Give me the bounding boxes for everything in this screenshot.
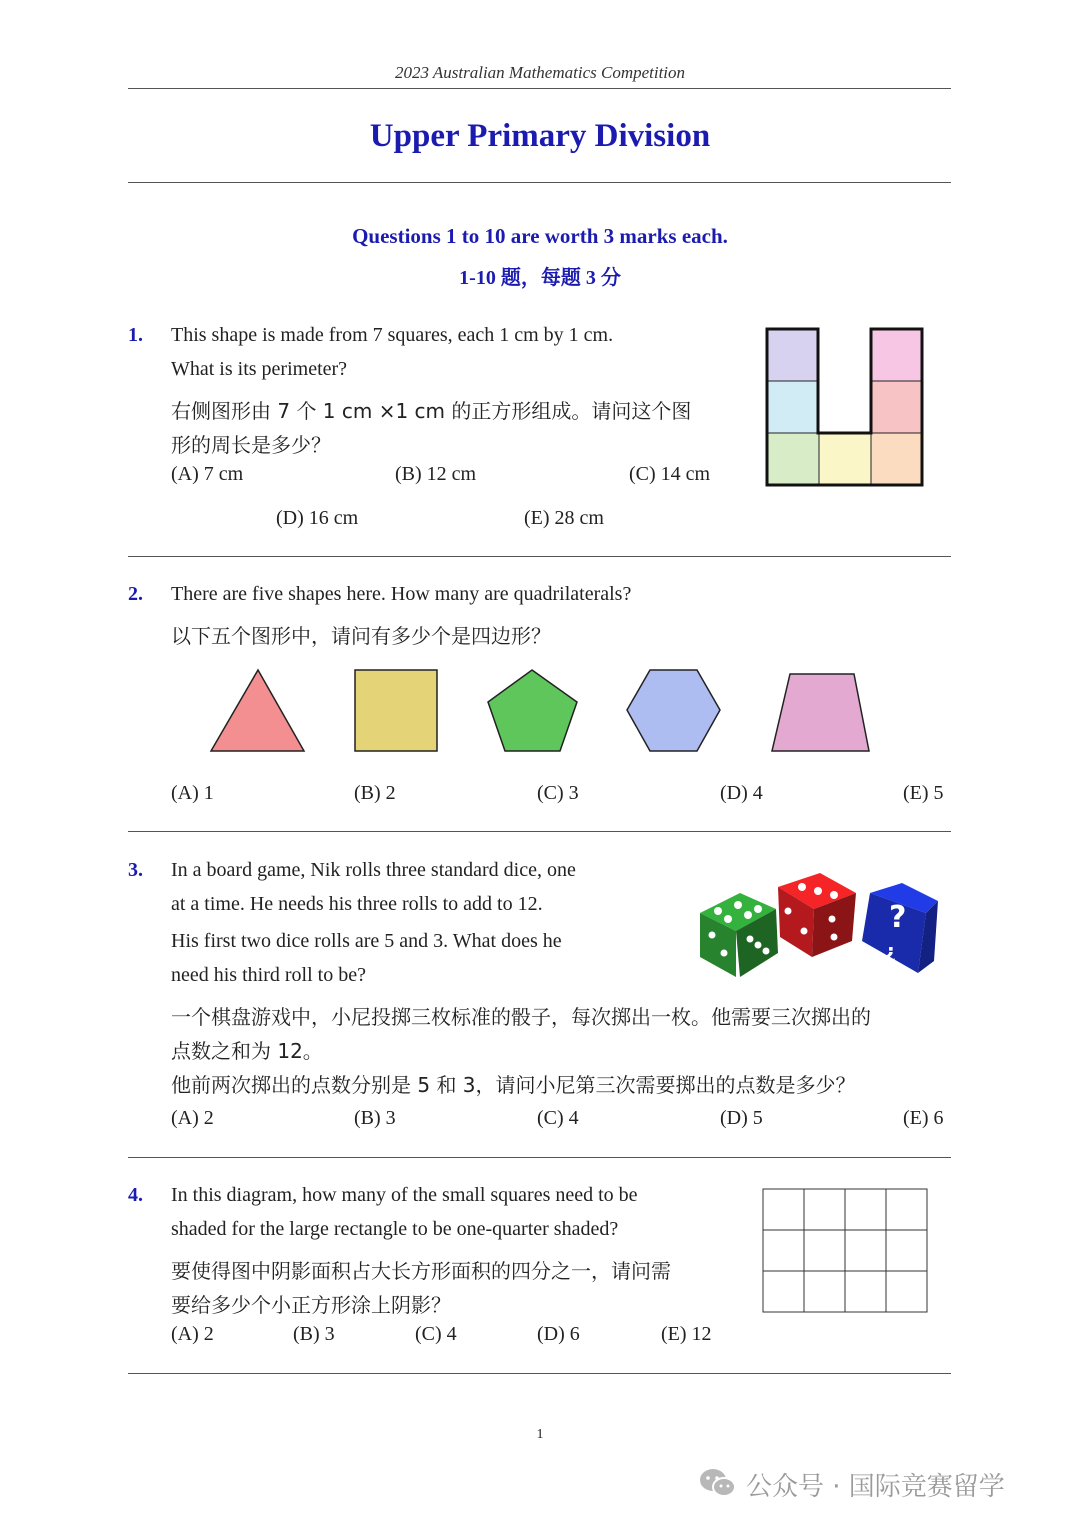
unit-square bbox=[767, 433, 819, 485]
question-text-en: His first two dice rolls are 5 and 3. What does he bbox=[171, 930, 562, 952]
trapezoid-shape bbox=[772, 674, 869, 751]
grid-cell bbox=[886, 1230, 927, 1271]
option-c: (C) 14 cm bbox=[629, 463, 711, 485]
question-text-en: What is its perimeter? bbox=[171, 358, 348, 380]
option-e: (E) 28 cm bbox=[524, 507, 604, 529]
question-number: 4. bbox=[128, 1184, 143, 1206]
question-text-zh: 形的周长是多少？ bbox=[171, 433, 331, 457]
unit-square bbox=[767, 381, 818, 433]
header-rule bbox=[128, 88, 951, 89]
question-divider bbox=[128, 1373, 951, 1374]
question-text-en: need his third roll to be? bbox=[171, 964, 366, 986]
question-text-en: shaded for the large rectangle to be one-quarter shaded? bbox=[171, 1218, 619, 1240]
question-text-zh: 他前两次掷出的点数分别是 5 和 3，请问小尼第三次需要掷出的点数是多少？ bbox=[171, 1073, 856, 1097]
red-die bbox=[778, 873, 856, 957]
question-text-en: In this diagram, how many of the small squares need to be bbox=[171, 1184, 638, 1206]
option-c: (C) 3 bbox=[537, 782, 579, 804]
question-text-zh: 要使得图中阴影面积占大长方形面积的四分之一，请问需 bbox=[171, 1259, 671, 1283]
option-c: (C) 4 bbox=[415, 1323, 457, 1345]
grid-cell bbox=[886, 1271, 927, 1312]
question-divider bbox=[128, 831, 951, 832]
grid-cell bbox=[845, 1230, 886, 1271]
pentagon-shape bbox=[488, 670, 577, 751]
question-divider bbox=[128, 1157, 951, 1158]
option-a: (A) 1 bbox=[171, 782, 214, 804]
grid-figure bbox=[760, 1186, 930, 1316]
grid-cell bbox=[845, 1189, 886, 1230]
option-b: (B) 2 bbox=[354, 782, 396, 804]
option-d: (D) 4 bbox=[720, 782, 763, 804]
question-text-zh: 一个棋盘游戏中，小尼投掷三枚标准的骰子，每次掷出一枚。他需要三次掷出的 bbox=[171, 1005, 871, 1029]
page-number: 1 bbox=[536, 1427, 544, 1442]
question-divider bbox=[128, 556, 951, 557]
option-e: (E) 12 bbox=[661, 1323, 712, 1345]
option-e: (E) 5 bbox=[903, 782, 944, 804]
question-number: 1. bbox=[128, 324, 143, 346]
question-text-en: There are five shapes here. How many are quadrilaterals? bbox=[171, 583, 632, 605]
question-text-zh: 点数之和为 12。 bbox=[171, 1039, 323, 1063]
marks-info-en: Questions 1 to 10 are worth 3 marks each. bbox=[352, 224, 728, 248]
option-d: (D) 5 bbox=[720, 1107, 763, 1129]
hexagon-shape bbox=[627, 670, 720, 751]
grid-cell bbox=[804, 1230, 845, 1271]
title-rule bbox=[128, 182, 951, 183]
green-die bbox=[700, 893, 778, 977]
watermark-text: 公众号 · 国际竞赛留学 bbox=[746, 1472, 1005, 1502]
question-mark-icon: ? bbox=[889, 900, 907, 935]
question-text-en: In a board game, Nik rolls three standard dice, one bbox=[171, 859, 576, 881]
marks-info-zh: 1-10 题，每题 3 分 bbox=[459, 267, 621, 289]
u-shape-figure bbox=[764, 326, 926, 490]
unit-square bbox=[819, 433, 871, 485]
question-text-zh: 右侧图形由 7 个 1 cm ×1 cm 的正方形组成。请问这个图 bbox=[171, 399, 692, 423]
dice-figure bbox=[692, 865, 944, 990]
grid-cell bbox=[804, 1189, 845, 1230]
option-c: (C) 4 bbox=[537, 1107, 579, 1129]
option-a: (A) 2 bbox=[171, 1323, 214, 1345]
unit-square bbox=[871, 329, 922, 381]
grid-cell bbox=[763, 1230, 804, 1271]
option-b: (B) 12 cm bbox=[395, 463, 477, 485]
option-e: (E) 6 bbox=[903, 1107, 944, 1129]
unit-square bbox=[871, 381, 922, 433]
grid-cell bbox=[845, 1271, 886, 1312]
unit-square bbox=[871, 433, 922, 485]
grid-cell bbox=[804, 1271, 845, 1312]
question-text-zh: 要给多少个小正方形涂上阴影？ bbox=[171, 1293, 451, 1317]
page-title: Upper Primary Division bbox=[369, 118, 711, 154]
grid-cell bbox=[763, 1189, 804, 1230]
option-d: (D) 6 bbox=[537, 1323, 580, 1345]
square-shape bbox=[355, 670, 437, 751]
question-text-en: This shape is made from 7 squares, each 1 cm by 1 cm. bbox=[171, 324, 614, 346]
question-number: 2. bbox=[128, 583, 143, 605]
question-text-en: at a time. He needs his three rolls to add to 12. bbox=[171, 893, 543, 915]
wechat-icon bbox=[698, 1466, 738, 1500]
grid-cell bbox=[763, 1271, 804, 1312]
running-head: 2023 Australian Mathematics Competition bbox=[394, 63, 686, 82]
option-a: (A) 7 cm bbox=[171, 463, 244, 485]
unit-square bbox=[767, 329, 818, 381]
shapes-figure bbox=[200, 662, 890, 762]
grid-cell bbox=[886, 1189, 927, 1230]
option-a: (A) 2 bbox=[171, 1107, 214, 1129]
triangle-shape bbox=[211, 670, 304, 751]
question-text-zh: 以下五个图形中，请问有多少个是四边形？ bbox=[171, 624, 551, 648]
option-b: (B) 3 bbox=[354, 1107, 396, 1129]
blue-die bbox=[862, 883, 938, 973]
svg-text:?: ? bbox=[884, 942, 896, 966]
option-b: (B) 3 bbox=[293, 1323, 335, 1345]
option-d: (D) 16 cm bbox=[276, 507, 359, 529]
question-number: 3. bbox=[128, 859, 143, 881]
